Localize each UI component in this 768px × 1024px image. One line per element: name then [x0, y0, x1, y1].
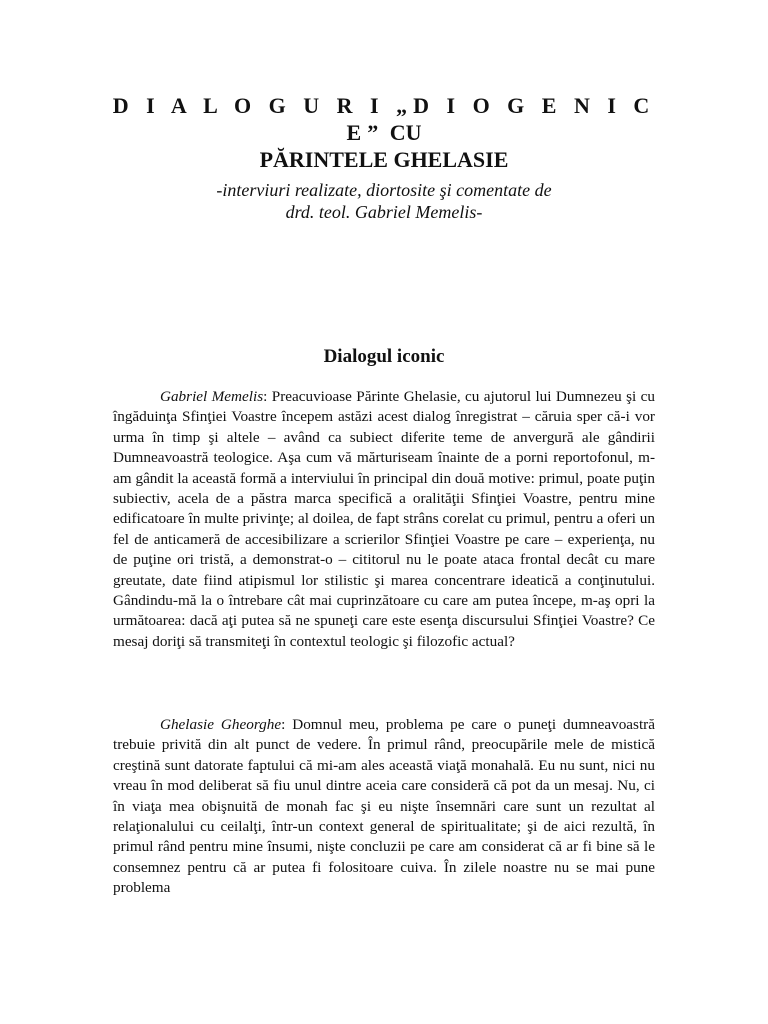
document-subtitle [100, 179, 668, 223]
subtitle-line1: -interviuri realizate, diortosite şi comentate de [216, 180, 552, 200]
speaker-name: Gabriel Memelis [160, 388, 264, 405]
paragraph-text: Preacuvioase Părinte Ghelasie, cu ajutorul lui Dumnezeu şi cu îngăduinţa Sfinţiei Voastre începem astăzi acest dialog înregistrat – căruia sper că-i vor urma în timp şi altele – având ca subiect diferite teme de anvergură ale gândirii Dumneavoastră teologice. Aşa cum vă mărturiseam înainte de a porni reportofonul, m-am gândit la această formă a interviului în principal din două motive: primul, poate puţin subiectiv, acela de a păstra marca specifică a oralităţii Sfinţiei Voastre, pentru mine edificatoare în multe privinţe; al doilea, de fapt strâns corelat cu primul, pentru a oferi un fel de anticameră de accesibilizare a scrierilor Sfinţiei Voastre pe care – experienţa, nu de puţine ori tristă, a demonstrat-o – cititorul nu le poate ataca frontal decât cu mare greutate, date fiind atipismul lor stilistic şi marea concentrare ideatică a conţinutului. Gândindu-mă la o întrebare cât mai cuprinzătoare cu care am putea începe, m-aş opri la următoarea: dacă aţi putea să ne spuneţi care este esenţa discursului Sfinţiei Voastre? Ce mesaj doriţi să transmiteţi în contextul teologic şi filozofic actual? [113, 388, 655, 650]
title-line1-spaced: D I A L O G U R I „D I O G E N I C E” [112, 93, 656, 145]
subtitle-line2: drd. teol. Gabriel Memelis- [285, 202, 483, 222]
section-heading: Dialogul iconic [323, 346, 445, 367]
speaker-separator: : [263, 388, 272, 405]
title-line1-tail: CU [384, 120, 422, 145]
dialogue-paragraph [113, 387, 655, 652]
paragraph-text: Domnul meu, problema pe care o puneţi dumneavoastră trebuie privită din alt punct de vedere. În primul rând, preocupările mele de mistică creştină sunt datorate faptului că mi-am ales această viaţă monahală. Eu nu sunt, nici nu vreau în mod deliberat să fiu unul dintre aceia care consideră că pot da un mesaj. Nu, ci în viaţa mea obişnuită de monah fac şi eu nişte însemnări care sunt un rezultat al relaţionalului cu ceilalţi, într-un context general de spiritualitate; şi de aici rezultă, în primul rând pentru mine însumi, nişte concluzii pe care am considerat că ar fi bine să le consemnez pentru că ar putea fi folositoare cuiva. În zilele noastre nu se mai pune problema [113, 716, 655, 897]
speaker-separator: : [281, 716, 293, 733]
dialogue-paragraph [113, 715, 655, 899]
speaker-name: Ghelasie Gheorghe [160, 716, 282, 733]
title-line2: PĂRINTELE GHELASIE [259, 147, 509, 172]
document-title [100, 92, 668, 173]
